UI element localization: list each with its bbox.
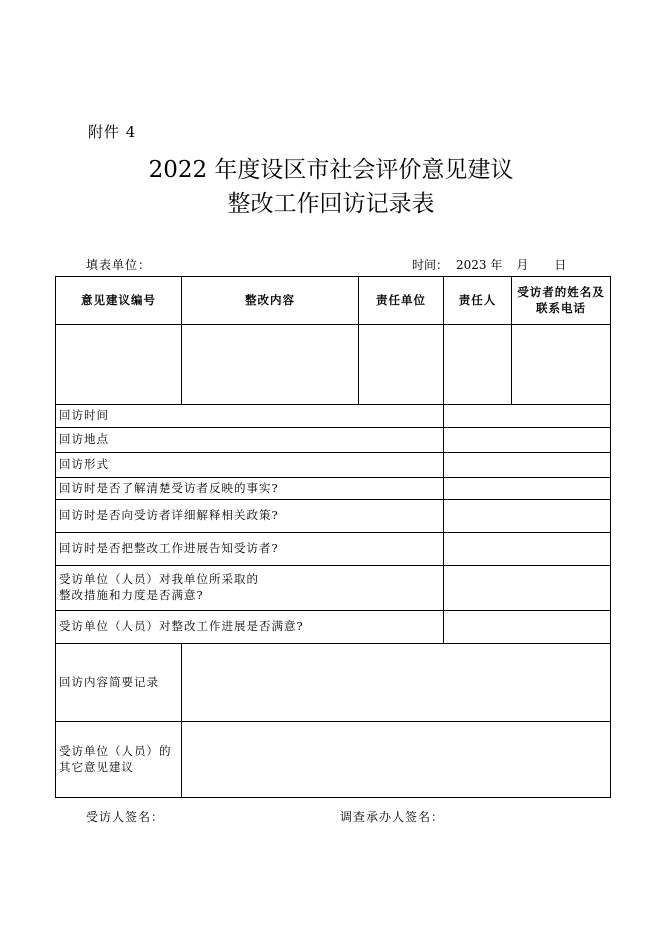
header-interviewee-line1: 受访者的姓名及 <box>517 284 605 299</box>
value-q5[interactable] <box>444 611 611 644</box>
page-title-line1: 2022 年度设区市社会评价意见建议 <box>148 157 514 183</box>
table-row <box>56 500 611 533</box>
time-month: 月 <box>516 258 529 272</box>
table-row <box>56 453 611 478</box>
cell-id[interactable] <box>56 325 182 405</box>
value-visit-place[interactable] <box>444 428 611 453</box>
table-row <box>56 405 611 428</box>
label-q5: 受访单位（人员）对整改工作进展是否满意? <box>56 611 444 644</box>
header-id: 意见建议编号 <box>56 277 182 325</box>
label-summary: 回访内容简要记录 <box>56 644 182 722</box>
header-person: 责任人 <box>444 277 512 325</box>
header-interviewee <box>512 277 611 325</box>
header-content: 整改内容 <box>182 277 359 325</box>
time-year: 2023 年 <box>456 258 503 272</box>
time-day: 日 <box>554 258 567 272</box>
label-visit-time: 回访时间 <box>56 405 444 428</box>
label-q4-line1: 受访单位（人员）对我单位所采取的 <box>59 572 259 587</box>
value-q2[interactable] <box>444 500 611 533</box>
value-q1[interactable] <box>444 478 611 500</box>
header-unit: 责任单位 <box>359 277 444 325</box>
label-q3: 回访时是否把整改工作进展告知受访者? <box>56 533 444 566</box>
table-row <box>56 533 611 566</box>
table-header-row <box>56 277 611 325</box>
label-q4 <box>56 566 444 611</box>
label-q1: 回访时是否了解清楚受访者反映的事实? <box>56 478 444 500</box>
page-title-line2: 整改工作回访记录表 <box>227 191 435 217</box>
visit-record-table <box>55 276 611 798</box>
table-row <box>56 478 611 500</box>
table-row <box>56 566 611 611</box>
value-other-suggestions[interactable] <box>182 722 611 798</box>
label-other-line1: 受访单位（人员）的 <box>59 743 172 758</box>
cell-person[interactable] <box>444 325 512 405</box>
value-q4[interactable] <box>444 566 611 611</box>
value-q3[interactable] <box>444 533 611 566</box>
value-visit-form[interactable] <box>444 453 611 478</box>
fill-unit-label: 填表单位： <box>86 258 152 272</box>
label-visit-form: 回访形式 <box>56 453 444 478</box>
label-q2: 回访时是否向受访者详细解释相关政策? <box>56 500 444 533</box>
value-summary[interactable] <box>182 644 611 722</box>
table-row <box>56 722 611 798</box>
table-row <box>56 644 611 722</box>
cell-unit[interactable] <box>359 325 444 405</box>
table-row <box>56 428 611 453</box>
cell-interviewee[interactable] <box>512 325 611 405</box>
label-other-line2: 其它意见建议 <box>59 759 134 774</box>
table-row <box>56 611 611 644</box>
entry-row <box>56 325 611 405</box>
fill-time-line <box>412 256 566 273</box>
attachment-label: 附件 4 <box>88 123 137 141</box>
interviewee-signature-label: 受访人签名： <box>86 810 165 824</box>
value-visit-time[interactable] <box>444 405 611 428</box>
cell-content[interactable] <box>182 325 359 405</box>
header-interviewee-line2: 联系电话 <box>536 300 586 315</box>
label-other-suggestions <box>56 722 182 798</box>
label-visit-place: 回访地点 <box>56 428 444 453</box>
handler-signature-label: 调查承办人签名： <box>340 810 445 824</box>
label-q4-line2: 整改措施和力度是否满意? <box>59 588 204 602</box>
time-label: 时间： <box>412 258 449 272</box>
